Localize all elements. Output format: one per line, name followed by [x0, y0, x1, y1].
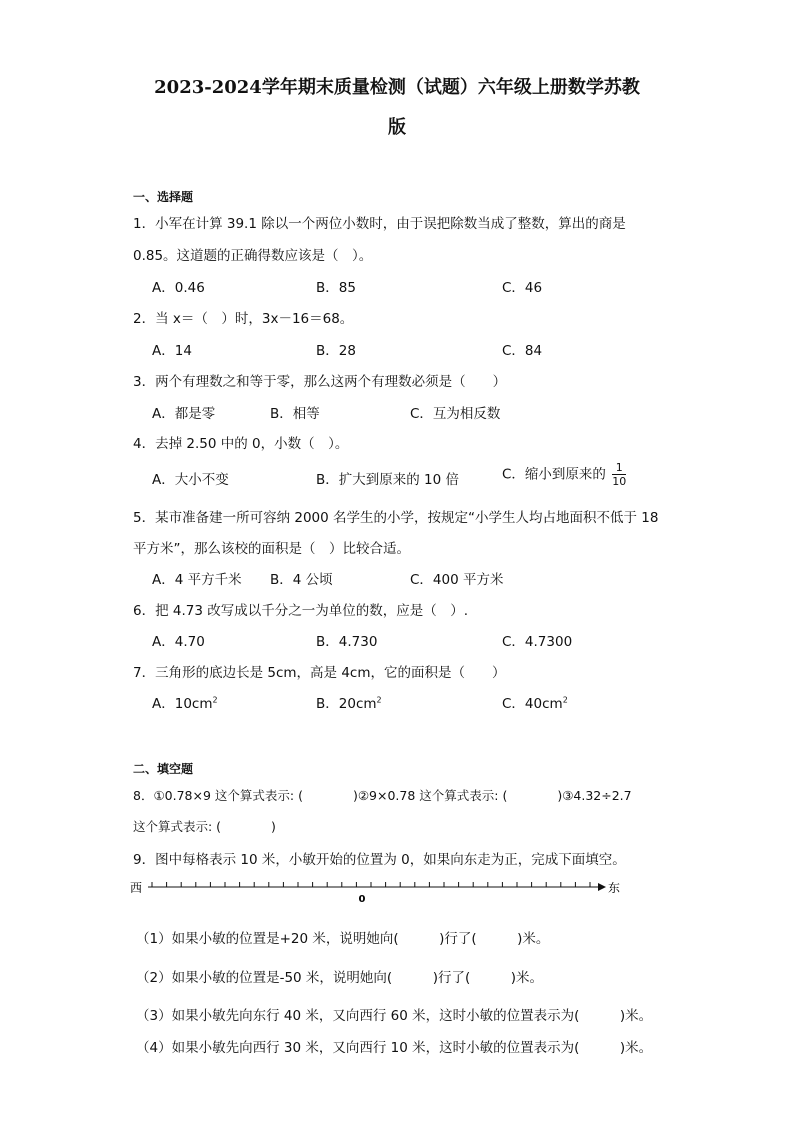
question-4-option-c-text: C．缩小到原来的: [502, 466, 606, 483]
fraction: [612, 461, 626, 488]
question-7-option-c: [502, 692, 568, 712]
question-1-line-2: 0.85。这道题的正确得数应该是（ ）。: [133, 248, 373, 264]
question-7-option-b-text: B．20cm: [316, 696, 377, 712]
question-9: 9．图中每格表示 10 米，小敏开始的位置为 0，如果向东走为正，完成下面填空。: [133, 852, 626, 868]
question-2-option-a: A．14: [152, 343, 192, 359]
question-6-option-a: A．4.70: [152, 634, 205, 650]
question-6-option-c: C．4.7300: [502, 634, 573, 650]
section-heading-fill: 二、填空题: [133, 762, 194, 776]
question-7-option-c-text: C．40cm: [502, 696, 563, 712]
question-1-option-c: C．46: [502, 280, 543, 296]
question-7: 7．三角形的底边长是 5cm，高是 4cm，它的面积是（ ）: [133, 665, 506, 681]
title-line-2: 版: [388, 117, 406, 138]
question-5-option-b: B．4 公顷: [270, 572, 333, 588]
title-line-1: 2023-2024学年期末质量检测（试题）六年级上册数学苏教: [154, 77, 640, 98]
question-9-part-4: （4）如果小敏先向西行 30 米，又向西行 10 米，这时小敏的位置表示为( )米。: [136, 1040, 653, 1056]
fraction-numerator: 1: [612, 461, 626, 475]
question-2-option-c: C．84: [502, 343, 543, 359]
question-2-option-b: B．28: [316, 343, 356, 359]
question-5-option-c: C．400 平方米: [410, 572, 504, 588]
number-line-west-label: 西: [130, 881, 143, 895]
number-line-east-label: 东: [608, 881, 621, 895]
question-3-option-c: C．互为相反数: [410, 406, 501, 422]
question-3-option-a: A．都是零: [152, 406, 216, 422]
question-3-option-b: B．相等: [270, 406, 320, 422]
arrow-icon: [598, 883, 606, 891]
number-line-ticks: [152, 882, 590, 887]
page-title: [100, 68, 694, 148]
question-5-option-a: A．4 平方千米: [152, 572, 242, 588]
question-3: 3．两个有理数之和等于零，那么这两个有理数必须是（ ）: [133, 374, 507, 390]
superscript: 2: [562, 695, 568, 705]
superscript: 2: [376, 695, 382, 705]
question-7-option-a: [152, 692, 218, 712]
question-6: 6．把 4.73 改写成以千分之一为单位的数，应是（ ）.: [133, 603, 469, 619]
superscript: 2: [212, 695, 218, 705]
question-1-option-b: B．85: [316, 280, 356, 296]
number-line: [130, 876, 624, 904]
question-4-option-a: A．大小不变: [152, 472, 229, 488]
question-7-option-a-text: A．10cm: [152, 696, 213, 712]
section-heading-choice: 一、选择题: [133, 190, 194, 204]
question-9-part-2: （2）如果小敏的位置是-50 米，说明她向( )行了( )米。: [136, 970, 543, 986]
question-1-option-a: A．0.46: [152, 280, 205, 296]
fraction-denominator: 10: [612, 475, 627, 488]
question-9-part-1: （1）如果小敏的位置是+20 米，说明她向( )行了( )米。: [136, 931, 550, 947]
question-8-line-2: 这个算式表示: ( ): [133, 819, 276, 834]
question-7-option-b: [316, 692, 382, 712]
question-1-line-1: 1．小军在计算 39.1 除以一个两位小数时，由于误把除数当成了整数，算出的商是: [133, 216, 626, 232]
question-6-option-b: B．4.730: [316, 634, 378, 650]
question-5-line-1: 5．某市准备建一所可容纳 2000 名学生的小学，按规定“小学生人均占地面积不低于 18: [133, 510, 659, 526]
question-5-line-2: 平方米”，那么该校的面积是（ ）比较合适。: [133, 541, 410, 557]
question-4-option-c: [502, 461, 626, 488]
question-9-part-3: （3）如果小敏先向东行 40 米，又向西行 60 米，这时小敏的位置表示为( )米。: [136, 1008, 653, 1024]
question-8-line-1: 8．①0.78×9 这个算式表示: ( )②9×0.78 这个算式表示: ( )③4.32÷2.7: [133, 788, 632, 803]
question-4-option-b: B．扩大到原来的 10 倍: [316, 472, 460, 488]
question-2: 2．当 x＝（ ）时，3x－16＝68。: [133, 311, 354, 327]
number-line-zero-label: 0: [358, 894, 366, 904]
question-4: 4．去掉 2.50 中的 0，小数（ ）。: [133, 436, 349, 452]
